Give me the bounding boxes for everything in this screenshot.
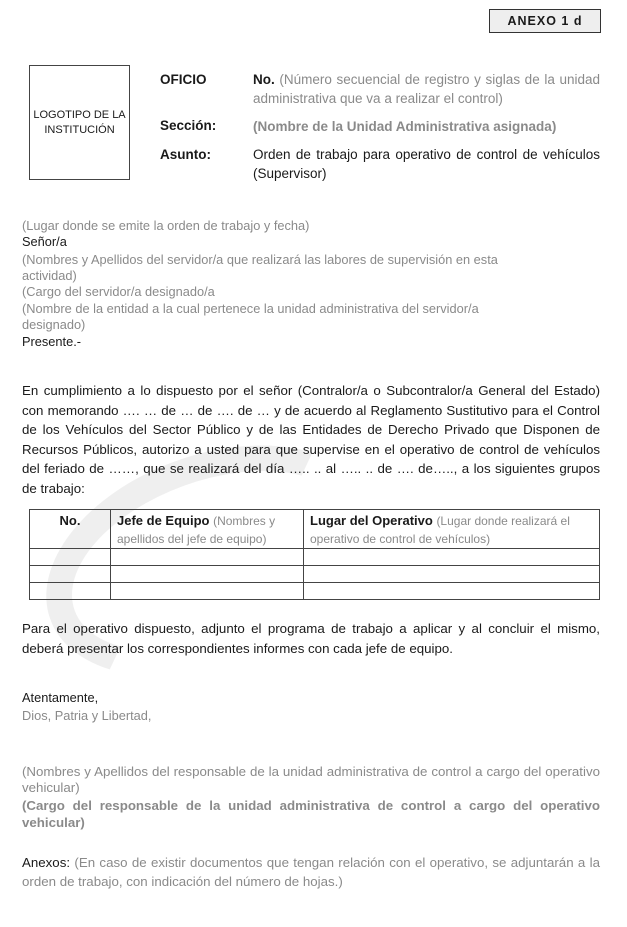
col-lugar-title: Lugar del Operativo xyxy=(310,513,433,528)
table-cell xyxy=(111,566,304,583)
col-jefe-title: Jefe de Equipo xyxy=(117,513,210,528)
table-cell xyxy=(111,583,304,600)
anexos-label: Anexos: xyxy=(22,855,71,870)
asunto-value: Orden de trabajo para operativo de control de vehículos (Supervisor) xyxy=(253,147,600,181)
addressee-entity-1: (Nombre de la entidad a la cual pertenece la unidad administrativa del servidor/a xyxy=(22,301,479,316)
logo-placeholder xyxy=(29,65,130,180)
table-cell xyxy=(111,549,304,566)
addressee-names-1: (Nombres y Apellidos del servidor/a que realizará las labores de supervisión en esta xyxy=(22,252,498,267)
addressee-cargo: (Cargo del servidor/a designado/a xyxy=(22,284,215,299)
table-cell xyxy=(304,566,600,583)
oficio-number xyxy=(253,70,600,108)
table-row xyxy=(30,583,600,600)
table-cell xyxy=(304,549,600,566)
col-lugar-note: (Lugar donde realizará el operativo de control de vehículos) xyxy=(310,514,570,546)
anexos-text: (En caso de existir documentos que tengan relación con el operativo, se adjuntarán a la orden de trabajo, con indicación del número de hojas.) xyxy=(22,855,600,889)
table-cell xyxy=(30,566,111,583)
atentamente: Atentamente, xyxy=(22,690,99,705)
place-date: (Lugar donde se emite la orden de trabajo y fecha) xyxy=(22,218,310,233)
seccion-value: (Nombre de la Unidad Administrativa asignada) xyxy=(253,119,557,134)
col-lugar-header xyxy=(304,510,600,549)
seccion-label: Sección: xyxy=(160,118,217,133)
body-paragraph: En cumplimiento a lo dispuesto por el señor (Contralor/a o Subcontralor/a General del Estado) con memorando …. … de … de …. de … y de acuerdo al Reglamento Sustitutivo para el Control de los Vehículos del Sector Público y de las Entidades de Derecho Privado que Disponen de Recursos Públicos, autorizo a usted para que supervise en el operativo de control de vehículos del feriado de ……, que se realizará del día ….. .. al ….. .. de …. de….., a los siguientes grupos de trabajo: xyxy=(22,383,600,496)
salutation: Señor/a xyxy=(22,234,67,249)
table-row xyxy=(30,549,600,566)
closing-paragraph: Para el operativo dispuesto, adjunto el programa de trabajo a aplicar y al concluir el mismo, deberá presentar los correspondientes informes con cada jefe de equipo. xyxy=(22,621,600,656)
signature-names: (Nombres y Apellidos del responsable de la unidad administrativa de control a cargo del operativo vehicular) xyxy=(22,764,600,795)
work-groups-table xyxy=(29,509,600,600)
col-no-header: No. xyxy=(30,510,111,549)
table-cell xyxy=(304,583,600,600)
addressee-entity-2: designado) xyxy=(22,317,86,332)
no-value: (Número secuencial de registro y siglas de la unidad administrativa que va a realizar el control) xyxy=(253,72,600,106)
table-cell xyxy=(30,583,111,600)
table-row xyxy=(30,566,600,583)
signature-cargo: (Cargo del responsable de la unidad administrativa de control a cargo del operativo vehicular) xyxy=(22,798,600,830)
no-label: No. xyxy=(253,72,275,87)
col-jefe-header xyxy=(111,510,304,549)
logo-text: LOGOTIPO DE LA INSTITUCIÓN xyxy=(33,108,126,136)
anexos xyxy=(22,853,600,891)
col-jefe-note: (Nombres y apellidos del jefe de equipo) xyxy=(117,514,276,546)
presente: Presente.- xyxy=(22,334,82,349)
annex-badge: ANEXO 1 d xyxy=(489,9,601,33)
table-header-row xyxy=(30,510,600,549)
oficio-label: OFICIO xyxy=(160,72,207,87)
motto: Dios, Patria y Libertad, xyxy=(22,708,152,723)
addressee-names-2: actividad) xyxy=(22,268,77,283)
asunto-label: Asunto: xyxy=(160,147,211,162)
table-cell xyxy=(30,549,111,566)
